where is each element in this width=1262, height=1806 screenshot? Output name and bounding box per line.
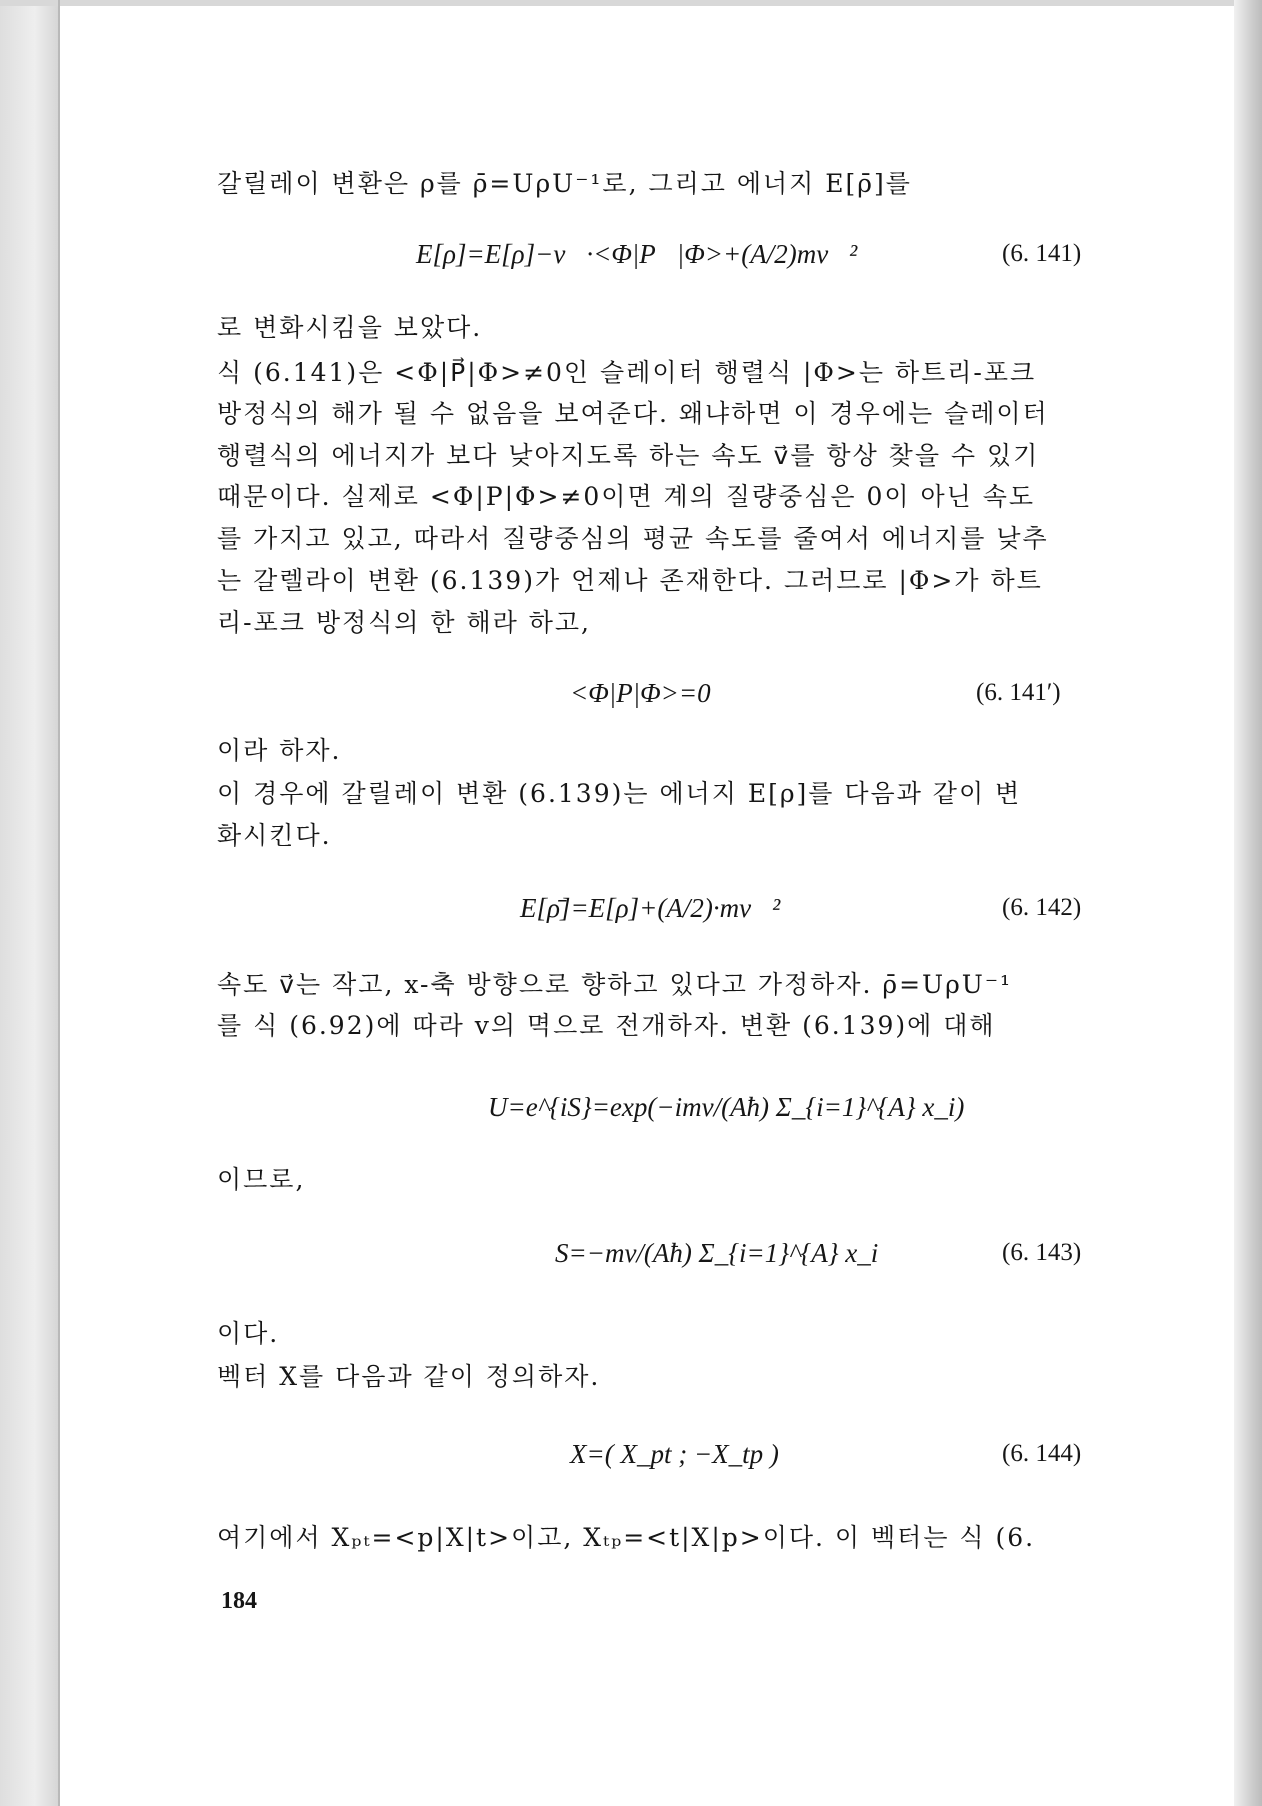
text-line-17: 벡터 X를 다음과 같이 정의하자. [217,1362,601,1391]
equation-6-143: S=−mv/(Aħ) Σ_{i=1}^{A} x_i [555,1238,879,1268]
equation-6-141-prime: <Φ|P|Φ>=0 [570,678,711,708]
text-line-15: 이므로, [217,1165,306,1194]
equation-number-6-144: (6. 144) [1002,1440,1082,1467]
equation-number-6-141: (6. 141) [1002,240,1082,267]
text-line-2: 로 변화시킴을 보았다. [217,313,483,342]
text-line-12: 화시킨다. [217,821,332,850]
text-line-7: 를 가지고 있고, 따라서 질량중심의 평균 속도를 줄여서 에너지를 낮추 [217,524,1049,553]
book-right-edge [1234,0,1262,1806]
equation-6-141: E[ρ]=E[ρ]−v⃗·<Φ|P⃗|Φ>+(A/2)mv⃗² [416,239,858,269]
equation-U-definition: U=e^{iS}=exp(−imv/(Aħ) Σ_{i=1}^{A} x_i) [488,1092,965,1122]
text-line-9: 리-포크 방정식의 한 해라 하고, [217,608,591,637]
text-line-8: 는 갈렐라이 변환 (6.139)가 언제나 존재한다. 그러므로 |Φ>가 하트 [217,566,1043,595]
text-line-4: 방정식의 해가 될 수 없음을 보여준다. 왜냐하면 이 경우에는 슬레이터 [217,399,1049,428]
text-line-6: 때문이다. 실제로 <Φ|P|Φ>≠0이면 계의 질량중심은 0이 아닌 속도 [217,482,1036,511]
equation-number-6-143: (6. 143) [1002,1239,1082,1266]
equation-number-6-142: (6. 142) [1002,894,1082,921]
text-line-5: 행렬식의 에너지가 보다 낮아지도록 하는 속도 v⃗를 항상 찾을 수 있기 [217,441,1040,470]
text-line-11: 이 경우에 갈릴레이 변환 (6.139)는 에너지 E[ρ]를 다음과 같이 변 [217,779,1022,808]
page-number: 184 [221,1588,257,1614]
book-left-edge [0,0,58,1806]
text-line-1: 갈릴레이 변환은 ρ를 ρ̄=UρU⁻¹로, 그리고 에너지 E[ρ̄]를 [217,169,912,198]
equation-6-142: E[ρ̄]=E[ρ]+(A/2)·mv⃗² [520,893,781,923]
text-line-3: 식 (6.141)은 <Φ|P⃗|Φ>≠0인 슬레이터 행렬식 |Φ>는 하트리-포크 [217,358,1037,387]
text-line-13: 속도 v⃗는 작고, x-축 방향으로 향하고 있다고 가정하자. ρ̄=UρU⁻¹ [217,970,1013,999]
equation-number-6-141-prime: (6. 141′) [976,679,1061,706]
text-line-18: 여기에서 Xₚₜ=<p|X|t>이고, Xₜₚ=<t|X|p>이다. 이 벡터는 식 (6. [217,1523,1036,1552]
equation-6-144: X=( X_pt ; −X_tp ) [570,1439,779,1469]
text-line-16: 이다. [217,1319,280,1348]
text-line-14: 를 식 (6.92)에 따라 v의 멱으로 전개하자. 변환 (6.139)에 대해 [217,1011,996,1040]
text-line-10: 이라 하자. [217,736,342,765]
